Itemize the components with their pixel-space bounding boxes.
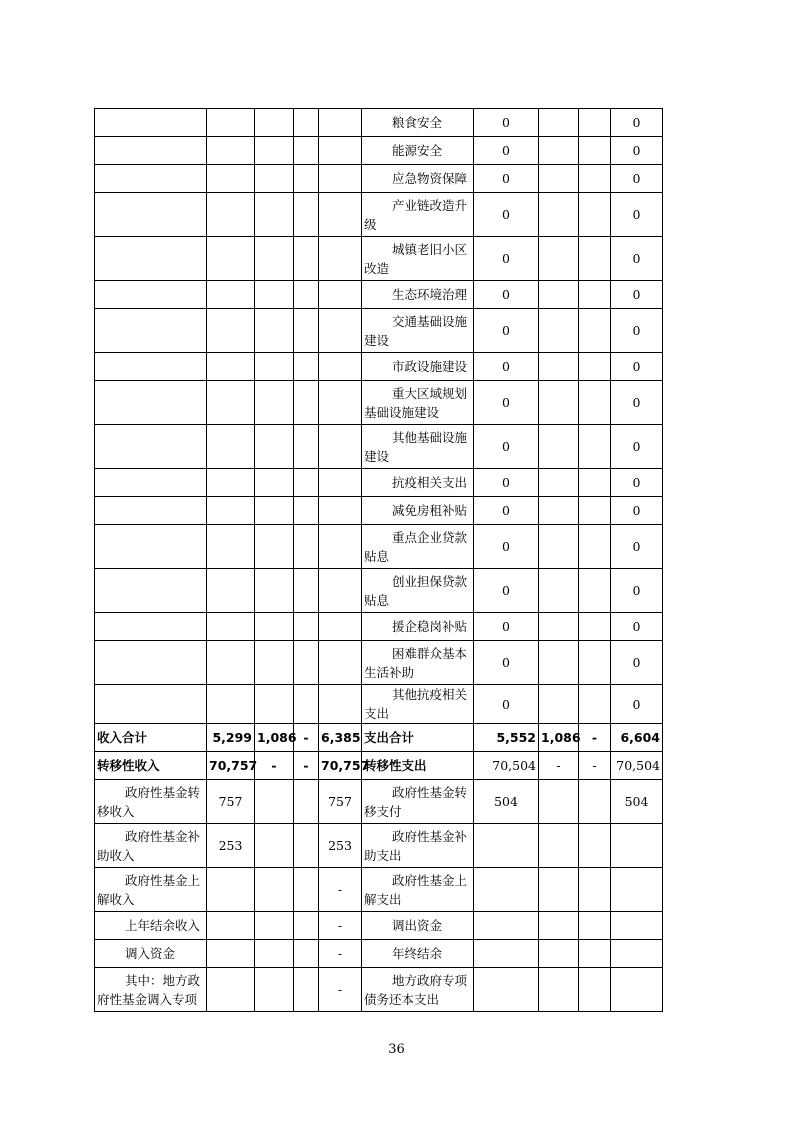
expense-col1: 0 bbox=[474, 381, 539, 425]
income-item-label: 其中：地方政府性基金调入专项 bbox=[95, 968, 207, 1012]
income-col3 bbox=[294, 569, 319, 613]
income-col1 bbox=[207, 525, 255, 569]
income-label-cell bbox=[95, 525, 207, 569]
income-col2 bbox=[255, 353, 294, 381]
expense-item-label: 其他抗疫相关支出 bbox=[362, 685, 474, 724]
table-row bbox=[95, 109, 663, 137]
income-col2 bbox=[255, 109, 294, 137]
income-total-col2: 1,086 bbox=[255, 724, 294, 752]
expense-col4: 0 bbox=[611, 641, 663, 685]
expense-col1: 0 bbox=[474, 685, 539, 724]
table-row bbox=[95, 912, 663, 940]
income-col4 bbox=[319, 685, 362, 724]
expense-col3 bbox=[579, 868, 611, 912]
income-col4 bbox=[319, 569, 362, 613]
income-col3 bbox=[294, 940, 319, 968]
expense-item-label: 年终结余 bbox=[362, 940, 474, 968]
expense-col2 bbox=[539, 525, 579, 569]
income-col1 bbox=[207, 613, 255, 641]
income-col1 bbox=[207, 912, 255, 940]
income-col3 bbox=[294, 381, 319, 425]
income-col1 bbox=[207, 425, 255, 469]
income-label-cell bbox=[95, 309, 207, 353]
expense-col3 bbox=[579, 569, 611, 613]
expense-col4: 0 bbox=[611, 237, 663, 281]
income-col3 bbox=[294, 237, 319, 281]
income-label-cell bbox=[95, 281, 207, 309]
income-total-label: 收入合计 bbox=[95, 724, 207, 752]
expense-col4: 0 bbox=[611, 569, 663, 613]
income-col3 bbox=[294, 469, 319, 497]
expense-col4 bbox=[611, 868, 663, 912]
income-col2 bbox=[255, 525, 294, 569]
expense-col3 bbox=[579, 525, 611, 569]
income-col3 bbox=[294, 193, 319, 237]
table-row bbox=[95, 381, 663, 425]
expense-total-col4: 6,604 bbox=[611, 724, 663, 752]
expense-col1: 0 bbox=[474, 469, 539, 497]
income-label-cell bbox=[95, 165, 207, 193]
income-label-cell bbox=[95, 381, 207, 425]
income-label-cell bbox=[95, 613, 207, 641]
expense-col4: 504 bbox=[611, 780, 663, 824]
income-col3 bbox=[294, 137, 319, 165]
expense-item-label: 城镇老旧小区改造 bbox=[362, 237, 474, 281]
expense-item-label: 应急物资保障 bbox=[362, 165, 474, 193]
expense-col4: 0 bbox=[611, 193, 663, 237]
income-col3 bbox=[294, 780, 319, 824]
expense-item-label: 困难群众基本生活补助 bbox=[362, 641, 474, 685]
income-col1 bbox=[207, 309, 255, 353]
income-col2 bbox=[255, 309, 294, 353]
table-row bbox=[95, 425, 663, 469]
expense-col3 bbox=[579, 685, 611, 724]
expense-total-col3: - bbox=[579, 724, 611, 752]
table-row bbox=[95, 525, 663, 569]
expense-col3 bbox=[579, 968, 611, 1012]
expense-col2 bbox=[539, 469, 579, 497]
table-row bbox=[95, 309, 663, 353]
expense-col1: 0 bbox=[474, 353, 539, 381]
income-label-cell bbox=[95, 109, 207, 137]
expense-col4: 0 bbox=[611, 497, 663, 525]
expense-col4: 0 bbox=[611, 525, 663, 569]
expense-item-label: 援企稳岗补贴 bbox=[362, 613, 474, 641]
income-col2 bbox=[255, 569, 294, 613]
income-col2 bbox=[255, 824, 294, 868]
income-col2 bbox=[255, 425, 294, 469]
income-col3 bbox=[294, 309, 319, 353]
expense-col2 bbox=[539, 940, 579, 968]
income-col2 bbox=[255, 613, 294, 641]
expense-col3 bbox=[579, 497, 611, 525]
income-col3 bbox=[294, 641, 319, 685]
income-col1 bbox=[207, 641, 255, 685]
expense-col1 bbox=[474, 824, 539, 868]
expense-col4: 0 bbox=[611, 281, 663, 309]
table-row bbox=[95, 353, 663, 381]
expense-col3 bbox=[579, 109, 611, 137]
income-col1 bbox=[207, 193, 255, 237]
expense-item-label: 政府性基金上解支出 bbox=[362, 868, 474, 912]
income-col4 bbox=[319, 109, 362, 137]
expense-col4 bbox=[611, 912, 663, 940]
income-item-label: 政府性基金转移收入 bbox=[95, 780, 207, 824]
income-col1: 757 bbox=[207, 780, 255, 824]
table-row bbox=[95, 165, 663, 193]
expense-col2 bbox=[539, 109, 579, 137]
income-col1: 253 bbox=[207, 824, 255, 868]
expense-col1: 0 bbox=[474, 281, 539, 309]
expense-item-label: 抗疫相关支出 bbox=[362, 469, 474, 497]
expense-col3 bbox=[579, 824, 611, 868]
expense-col2 bbox=[539, 425, 579, 469]
expense-col2 bbox=[539, 193, 579, 237]
income-col3 bbox=[294, 165, 319, 193]
table-row bbox=[95, 237, 663, 281]
table-row bbox=[95, 685, 663, 724]
income-col4: - bbox=[319, 912, 362, 940]
income-label-cell bbox=[95, 641, 207, 685]
income-col3 bbox=[294, 525, 319, 569]
expense-item-label: 能源安全 bbox=[362, 137, 474, 165]
expense-item-label: 产业链改造升级 bbox=[362, 193, 474, 237]
income-col4 bbox=[319, 525, 362, 569]
expense-item-label: 粮食安全 bbox=[362, 109, 474, 137]
income-col1 bbox=[207, 109, 255, 137]
expense-item-label: 交通基础设施建设 bbox=[362, 309, 474, 353]
expense-col1: 0 bbox=[474, 425, 539, 469]
expense-col2 bbox=[539, 165, 579, 193]
transfer-income-col3: - bbox=[294, 752, 319, 780]
expense-col4: 0 bbox=[611, 109, 663, 137]
income-col3 bbox=[294, 109, 319, 137]
expense-col1: 0 bbox=[474, 309, 539, 353]
table-row bbox=[95, 780, 663, 824]
income-col1 bbox=[207, 353, 255, 381]
expense-item-label: 其他基础设施建设 bbox=[362, 425, 474, 469]
table-row bbox=[95, 469, 663, 497]
expense-col3 bbox=[579, 309, 611, 353]
expense-col2 bbox=[539, 824, 579, 868]
income-col4 bbox=[319, 425, 362, 469]
expense-col3 bbox=[579, 137, 611, 165]
expense-item-label: 重点企业贷款贴息 bbox=[362, 525, 474, 569]
expense-col2 bbox=[539, 137, 579, 165]
expense-col2 bbox=[539, 685, 579, 724]
income-label-cell bbox=[95, 469, 207, 497]
income-col4 bbox=[319, 309, 362, 353]
income-col3 bbox=[294, 425, 319, 469]
income-col3 bbox=[294, 281, 319, 309]
income-item-label: 政府性基金上解收入 bbox=[95, 868, 207, 912]
expense-col1: 0 bbox=[474, 497, 539, 525]
total-row bbox=[95, 724, 663, 752]
income-col1 bbox=[207, 165, 255, 193]
expense-col1: 0 bbox=[474, 613, 539, 641]
expense-item-label: 减免房租补贴 bbox=[362, 497, 474, 525]
transfer-row bbox=[95, 752, 663, 780]
income-col2 bbox=[255, 193, 294, 237]
expense-col3 bbox=[579, 613, 611, 641]
table-row bbox=[95, 281, 663, 309]
table-row bbox=[95, 137, 663, 165]
expense-col4: 0 bbox=[611, 309, 663, 353]
expense-col3 bbox=[579, 940, 611, 968]
expense-col4: 0 bbox=[611, 165, 663, 193]
income-col3 bbox=[294, 868, 319, 912]
income-col2 bbox=[255, 497, 294, 525]
expense-item-label: 重大区域规划基础设施建设 bbox=[362, 381, 474, 425]
table-row bbox=[95, 824, 663, 868]
income-col2 bbox=[255, 912, 294, 940]
income-col2 bbox=[255, 281, 294, 309]
table-row bbox=[95, 497, 663, 525]
table-row bbox=[95, 940, 663, 968]
income-col2 bbox=[255, 641, 294, 685]
income-col1 bbox=[207, 569, 255, 613]
expense-item-label: 市政设施建设 bbox=[362, 353, 474, 381]
transfer-income-col1: 70,757 bbox=[207, 752, 255, 780]
table-row bbox=[95, 968, 663, 1012]
expense-total-col1: 5,552 bbox=[474, 724, 539, 752]
expense-col3 bbox=[579, 193, 611, 237]
income-col1 bbox=[207, 469, 255, 497]
expense-col2 bbox=[539, 353, 579, 381]
totals-section bbox=[95, 724, 663, 780]
income-col4 bbox=[319, 381, 362, 425]
income-col2 bbox=[255, 469, 294, 497]
expense-col1: 0 bbox=[474, 137, 539, 165]
expense-col2 bbox=[539, 309, 579, 353]
expense-col4: 0 bbox=[611, 353, 663, 381]
budget-table bbox=[94, 108, 663, 1012]
expense-col3 bbox=[579, 641, 611, 685]
expense-col4 bbox=[611, 940, 663, 968]
expense-col1 bbox=[474, 940, 539, 968]
income-item-label: 调入资金 bbox=[95, 940, 207, 968]
income-col4 bbox=[319, 497, 362, 525]
income-col4 bbox=[319, 469, 362, 497]
expense-col4 bbox=[611, 824, 663, 868]
expense-col3 bbox=[579, 425, 611, 469]
income-col4 bbox=[319, 281, 362, 309]
expense-col2 bbox=[539, 381, 579, 425]
expense-col2 bbox=[539, 281, 579, 309]
transfer-expense-col1: 70,504 bbox=[474, 752, 539, 780]
expense-col1: 0 bbox=[474, 109, 539, 137]
income-label-cell bbox=[95, 237, 207, 281]
expense-col3 bbox=[579, 165, 611, 193]
expense-item-label: 创业担保贷款贴息 bbox=[362, 569, 474, 613]
expense-col2 bbox=[539, 641, 579, 685]
expense-total-col2: 1,086 bbox=[539, 724, 579, 752]
income-col1 bbox=[207, 281, 255, 309]
expense-col1 bbox=[474, 912, 539, 940]
income-label-cell bbox=[95, 569, 207, 613]
expense-col3 bbox=[579, 912, 611, 940]
income-col4: 757 bbox=[319, 780, 362, 824]
income-col2 bbox=[255, 381, 294, 425]
income-total-col4: 6,385 bbox=[319, 724, 362, 752]
income-col4 bbox=[319, 137, 362, 165]
expense-col2 bbox=[539, 912, 579, 940]
income-label-cell bbox=[95, 353, 207, 381]
expense-col3 bbox=[579, 469, 611, 497]
expense-item-label: 政府性基金补助支出 bbox=[362, 824, 474, 868]
income-col1 bbox=[207, 685, 255, 724]
income-col3 bbox=[294, 824, 319, 868]
expense-rows bbox=[95, 109, 663, 724]
income-col2 bbox=[255, 165, 294, 193]
expense-col2 bbox=[539, 780, 579, 824]
income-label-cell bbox=[95, 685, 207, 724]
expense-col3 bbox=[579, 381, 611, 425]
income-col1 bbox=[207, 381, 255, 425]
transfer-income-label: 转移性收入 bbox=[95, 752, 207, 780]
transfer-expense-label: 转移性支出 bbox=[362, 752, 474, 780]
income-col4: 253 bbox=[319, 824, 362, 868]
page-number: 36 bbox=[388, 1042, 405, 1057]
expense-col4: 0 bbox=[611, 469, 663, 497]
expense-col4: 0 bbox=[611, 613, 663, 641]
expense-col4: 0 bbox=[611, 137, 663, 165]
expense-col3 bbox=[579, 281, 611, 309]
income-label-cell bbox=[95, 137, 207, 165]
income-label-cell bbox=[95, 193, 207, 237]
income-col2 bbox=[255, 685, 294, 724]
expense-item-label: 生态环境治理 bbox=[362, 281, 474, 309]
expense-col3 bbox=[579, 353, 611, 381]
income-col4: - bbox=[319, 940, 362, 968]
table-row bbox=[95, 193, 663, 237]
expense-col1 bbox=[474, 968, 539, 1012]
income-col3 bbox=[294, 968, 319, 1012]
table-row bbox=[95, 569, 663, 613]
income-col2 bbox=[255, 940, 294, 968]
expense-col4: 0 bbox=[611, 425, 663, 469]
income-col2 bbox=[255, 968, 294, 1012]
expense-col4: 0 bbox=[611, 381, 663, 425]
income-col3 bbox=[294, 912, 319, 940]
income-col1 bbox=[207, 237, 255, 281]
expense-col1: 0 bbox=[474, 525, 539, 569]
expense-col2 bbox=[539, 868, 579, 912]
income-col4 bbox=[319, 353, 362, 381]
income-col1 bbox=[207, 497, 255, 525]
expense-col3 bbox=[579, 237, 611, 281]
table-row bbox=[95, 641, 663, 685]
income-col2 bbox=[255, 237, 294, 281]
income-col4 bbox=[319, 613, 362, 641]
income-item-label: 政府性基金补助收入 bbox=[95, 824, 207, 868]
income-col1 bbox=[207, 868, 255, 912]
transfer-income-col2: - bbox=[255, 752, 294, 780]
expense-col2 bbox=[539, 497, 579, 525]
expense-col1: 0 bbox=[474, 569, 539, 613]
income-col1 bbox=[207, 940, 255, 968]
income-col4 bbox=[319, 165, 362, 193]
expense-col3 bbox=[579, 780, 611, 824]
transfer-expense-col4: 70,504 bbox=[611, 752, 663, 780]
transfer-expense-col3: - bbox=[579, 752, 611, 780]
income-col2 bbox=[255, 137, 294, 165]
expense-col1 bbox=[474, 868, 539, 912]
expense-col2 bbox=[539, 968, 579, 1012]
transfer-expense-col2: - bbox=[539, 752, 579, 780]
expense-total-label: 支出合计 bbox=[362, 724, 474, 752]
detail-rows bbox=[95, 780, 663, 1012]
expense-col2 bbox=[539, 613, 579, 641]
income-item-label: 上年结余收入 bbox=[95, 912, 207, 940]
expense-col1: 0 bbox=[474, 641, 539, 685]
expense-col2 bbox=[539, 237, 579, 281]
income-col3 bbox=[294, 613, 319, 641]
expense-item-label: 政府性基金转移支付 bbox=[362, 780, 474, 824]
table-row bbox=[95, 613, 663, 641]
income-col4: - bbox=[319, 868, 362, 912]
expense-item-label: 地方政府专项债务还本支出 bbox=[362, 968, 474, 1012]
income-col4 bbox=[319, 237, 362, 281]
income-col4: - bbox=[319, 968, 362, 1012]
income-col2 bbox=[255, 780, 294, 824]
expense-col4: 0 bbox=[611, 685, 663, 724]
income-col1 bbox=[207, 968, 255, 1012]
income-col3 bbox=[294, 353, 319, 381]
expense-item-label: 调出资金 bbox=[362, 912, 474, 940]
income-total-col3: - bbox=[294, 724, 319, 752]
income-col3 bbox=[294, 685, 319, 724]
expense-col1: 0 bbox=[474, 165, 539, 193]
income-label-cell bbox=[95, 425, 207, 469]
income-col3 bbox=[294, 497, 319, 525]
income-col1 bbox=[207, 137, 255, 165]
expense-col2 bbox=[539, 569, 579, 613]
expense-col1: 504 bbox=[474, 780, 539, 824]
income-total-col1: 5,299 bbox=[207, 724, 255, 752]
table-row bbox=[95, 868, 663, 912]
expense-col1: 0 bbox=[474, 237, 539, 281]
income-label-cell bbox=[95, 497, 207, 525]
expense-col4 bbox=[611, 968, 663, 1012]
expense-col1: 0 bbox=[474, 193, 539, 237]
income-col4 bbox=[319, 193, 362, 237]
income-col4 bbox=[319, 641, 362, 685]
transfer-income-col4: 70,757 bbox=[319, 752, 362, 780]
income-col2 bbox=[255, 868, 294, 912]
